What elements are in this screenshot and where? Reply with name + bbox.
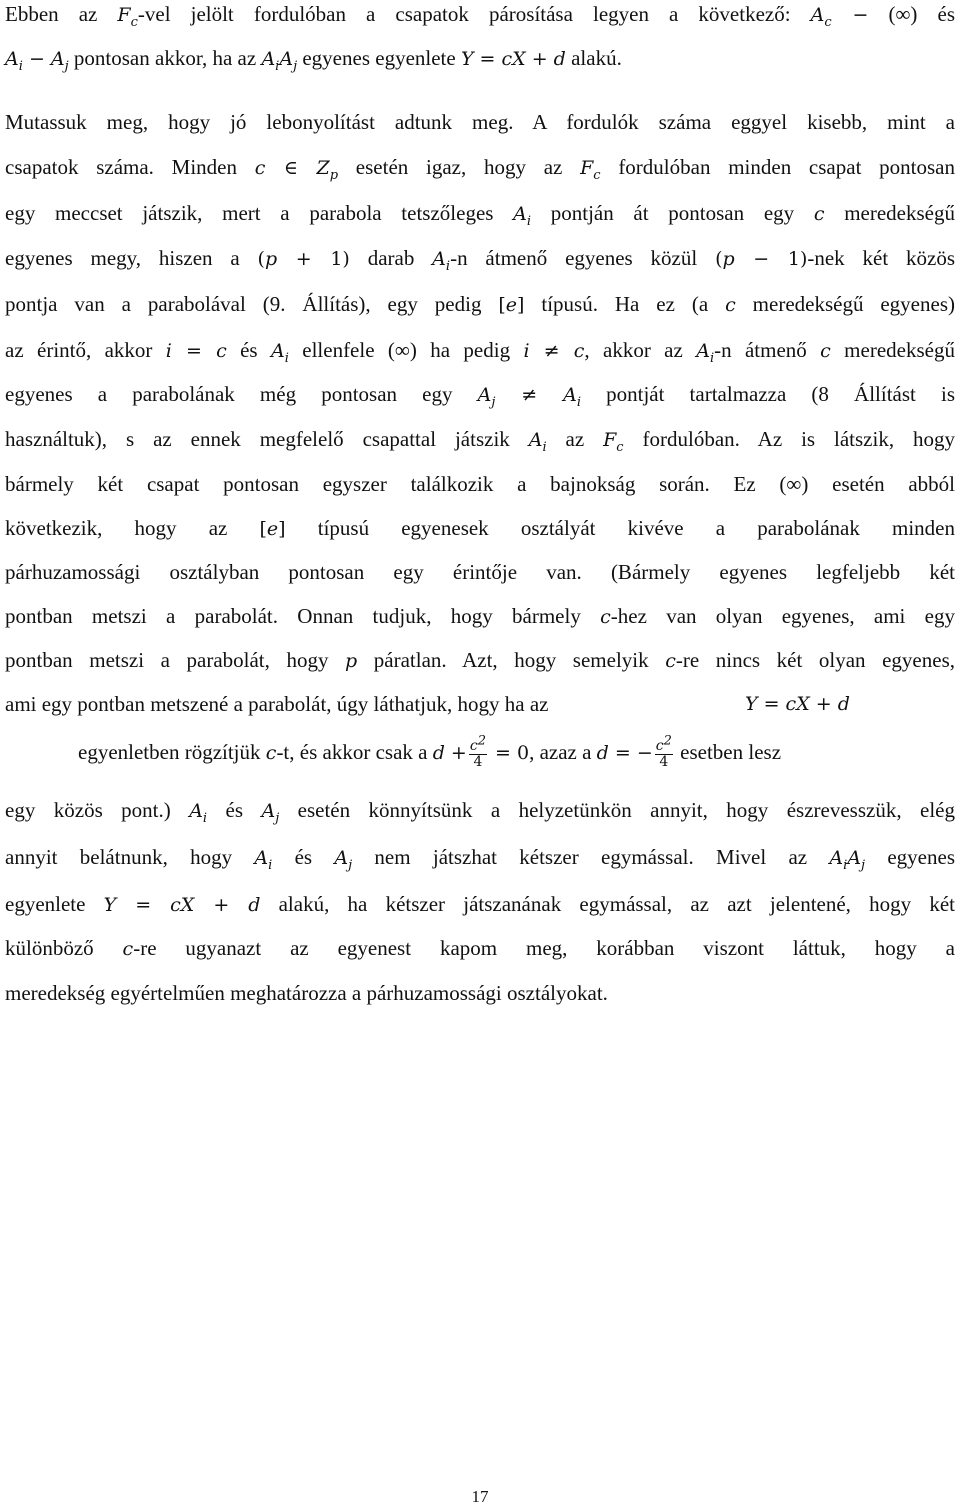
text-line: meredekség egyértelműen meghatározza a párhuzamossági osztályokat. (5, 981, 608, 1005)
text-line: párhuzamossági osztályban pontosan egy érintője van. (Bármely egyenes legfeljebb két (5, 560, 955, 584)
text-line: egyenes a parabolának még pontosan egy $A_j \ne A_i$ pontját tartalmazza (8 Állítást is (5, 382, 956, 410)
display-equation: Y = cX + d (745, 693, 850, 715)
text-line: csapatok száma. Minden c ∈ $Z_p$ esetén igaz, hogy az $F_c$ fordulóban minden csapat pontosan (5, 155, 955, 183)
text-line: különböző c-re ugyanazt az egyenest kapom meg, korábban viszont láttuk, hogy a (5, 936, 956, 960)
text-line: $A_i - A_j$ pontosan akkor, ha az $A_iA_j$ egyenes egyenlete Y = cX + d alakú. (5, 46, 622, 74)
text-line: pontban metszi a parabolát. Onnan tudjuk, hogy bármely c-hez van olyan egyenes, ami egy (5, 604, 955, 628)
text-line: az érintő, akkor i = c és $A_i$ ellenfele (∞) ha pedig i ≠ c, akkor az $A_i-n$ átmenő c meredekségű (5, 338, 955, 366)
text-line: egy meccset játszik, mert a parabola tetszőleges $A_i$ pontján át pontosan egy c meredekségű (5, 201, 955, 229)
text-line: ami egy pontban metszené a parabolát, úgy láthatjuk, hogy ha az Y = cX + d (5, 692, 850, 716)
text-line: egyenletben rögzítjük c-t, és akkor csak a d + $\frac{c^2}{4}$ = 0, azaz a d = − $\frac{c^2}{4}$ esetben lesz (78, 733, 782, 770)
text-line: egyenlete Y = cX + d alakú, ha kétszer játszanának egymással, az azt jelentené, hogy két (5, 892, 956, 916)
text-line: egy közös pont.) $A_i$ és $A_j$ esetén könnyítsünk a helyzetünkön annyit, hogy észrevesszük, elég (5, 798, 955, 826)
text-line: pontban metszi a parabolát, hogy p páratlan. Azt, hogy semelyik c-re nincs két olyan egyenes, (5, 648, 955, 672)
text-line: egyenes megy, hiszen a (p + 1) darab $A_i-n$ átmenő egyenes közül (p − 1)-nek két közös (5, 246, 956, 274)
fraction: $\frac{c^2}{4}$ (655, 733, 672, 770)
text-line: annyit belátnunk, hogy $A_i$ és $A_j$ nem játszhat kétszer egymással. Mivel az $A_iA_j$ egyenes (5, 845, 955, 873)
text-line: Mutassuk meg, hogy jó lebonyolítást adtunk meg. A fordulók száma eggyel kisebb, mint a (5, 110, 955, 134)
fraction: $\frac{c^2}{4}$ (469, 733, 486, 770)
text-line: bármely két csapat pontosan egyszer találkozik a bajnokság során. Ez (∞) esetén abból (5, 472, 955, 496)
text-line: használtuk), s az ennek megfelelő csapattal játszik $A_i$ az $F_c$ fordulóban. Az is látszik, hogy (5, 427, 955, 455)
page-number: 17 (471, 1487, 489, 1506)
text-line: következik, hogy az [e] típusú egyenesek osztályát kivéve a parabolának minden (5, 516, 955, 540)
text-line: pontja van a parabolával (9. Állítás), egy pedig [e] típusú. Ha ez (a c meredekségű egyenes) (5, 292, 955, 316)
text-line: Ebben az $F_c$-vel jelölt fordulóban a csapatok párosítása legyen a következő: $A_c$ − (∞) és (5, 2, 955, 30)
